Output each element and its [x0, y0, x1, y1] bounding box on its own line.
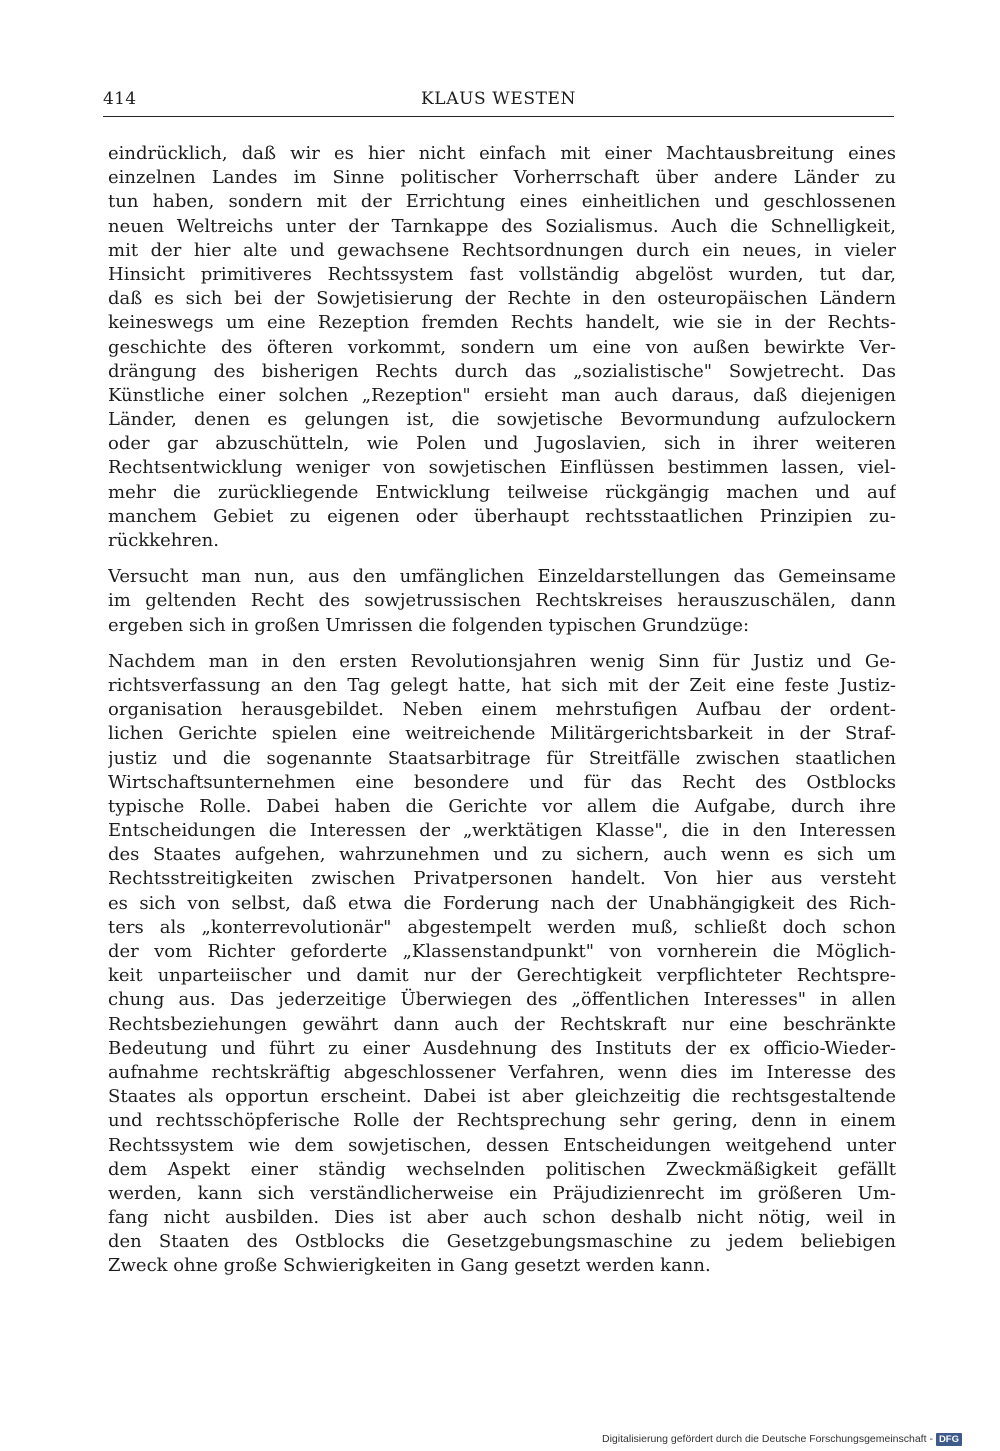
- running-header: [103, 88, 894, 117]
- dfg-logo: DFG: [936, 1433, 962, 1446]
- text-line: und rechtsschöpferische Rolle der Rechtsprechung sehr gering, denn in einem: [108, 1110, 896, 1132]
- text-line: Hinsicht primitiveres Rechtssystem fast vollständig abgelöst wurden, tut dar,: [108, 263, 896, 285]
- text-line: es sich von selbst, daß etwa die Forderung nach der Unabhängigkeit des Rich-: [108, 892, 896, 914]
- digitization-footer: [602, 1432, 962, 1446]
- text-line: Nachdem man in den ersten Revolutionsjahren wenig Sinn für Justiz und Ge-: [108, 650, 896, 672]
- text-line: Rechtsentwicklung weniger von sowjetischen Einflüssen bestimmen lassen, viel-: [108, 457, 896, 479]
- text-line: oder gar abzuschütteln, wie Polen und Jugoslavien, sich in ihrer weiteren: [108, 433, 896, 455]
- text-line: organisation herausgebildet. Neben einem mehrstufigen Aufbau der ordent-: [108, 699, 896, 721]
- running-title: KLAUS WESTEN: [421, 89, 576, 109]
- text-line: im geltenden Recht des sowjetrussischen Rechtskreises herauszuschälen, dann: [108, 590, 896, 612]
- text-line: Versucht man nun, aus den umfänglichen Einzeldarstellungen das Gemeinsame: [108, 566, 896, 588]
- text-line: Rechtsstreitigkeiten zwischen Privatpersonen handelt. Von hier aus versteht: [108, 868, 896, 890]
- text-line: Zweck ohne große Schwierigkeiten in Gang gesetzt werden kann.: [108, 1255, 711, 1277]
- text-line: keit unparteiischer und damit nur der Gerechtigkeit verpflichteter Rechtspre-: [108, 965, 896, 987]
- paragraph-2: [108, 565, 896, 638]
- text-line: werden, kann sich verständlicherweise ein Präjudizienrecht im größeren Um-: [108, 1182, 896, 1204]
- text-line: tun haben, sondern mit der Errichtung eines einheitlichen und geschlossenen: [108, 191, 896, 213]
- funding-note: Digitalisierung gefördert durch die Deutsche Forschungsgemeinschaft -: [602, 1433, 933, 1445]
- text-line: Entscheidungen die Interessen der „werktätigen Klasse", die in den Interessen: [108, 820, 896, 842]
- text-line: justiz und die sogenannte Staatsarbitrage für Streitfälle zwischen staatlichen: [108, 747, 896, 769]
- text-line: lichen Gerichte spielen eine weitreichende Militärgerichtsbarkeit in der Straf-: [108, 723, 896, 745]
- text-line: chung aus. Das jederzeitige Überwiegen des „öffentlichen Interesses" in allen: [108, 989, 896, 1011]
- text-line: der vom Richter geforderte „Klassenstandpunkt" von vornherein die Möglich-: [108, 941, 896, 962]
- text-line: Künstliche einer solchen „Rezeption" ersieht man auch daraus, daß diejenigen: [108, 384, 896, 406]
- text-line: Rechtssystem wie dem sowjetischen, dessen Entscheidungen weitgehend unter: [108, 1134, 896, 1156]
- text-line: Länder, denen es gelungen ist, die sowjetische Bevormundung aufzulockern: [108, 409, 896, 431]
- text-line: ergeben sich in großen Umrissen die folgenden typischen Grundzüge:: [108, 614, 750, 636]
- text-line: Staates als opportun erscheint. Dabei ist aber gleichzeitig die rechtsgestaltende: [108, 1086, 896, 1108]
- text-line: mit der hier alte und gewachsene Rechtsordnungen durch ein neues, in vieler: [108, 239, 896, 261]
- text-line: daß es sich bei der Sowjetisierung der Rechte in den osteuropäischen Ländern: [108, 288, 896, 310]
- text-line: des Staates aufgehen, wahrzunehmen und zu sichern, auch wenn es sich um: [108, 844, 896, 866]
- text-line: neuen Weltreichs unter der Tarnkappe des Sozialismus. Auch die Schnelligkeit,: [108, 215, 896, 237]
- text-line: geschichte des öfteren vorkommt, sondern um eine von außen bewirkte Ver-: [108, 336, 896, 358]
- text-line: manchem Gebiet zu eigenen oder überhaupt rechtsstaatlichen Prinzipien zu-: [108, 505, 896, 527]
- text-line: ters als „konterrevolutionär" abgestempelt werden muß, schließt doch schon: [108, 916, 896, 938]
- body-text: [108, 142, 896, 1279]
- text-line: Wirtschaftsunternehmen eine besondere und für das Recht des Ostblocks: [108, 771, 896, 793]
- page-number: 414: [103, 89, 137, 109]
- text-line: Bedeutung und führt zu einer Ausdehnung des Instituts der ex officio-Wieder-: [108, 1037, 896, 1059]
- text-line: Rechtsbeziehungen gewährt dann auch der Rechtskraft nur eine beschränkte: [108, 1013, 896, 1035]
- text-line: aufnahme rechtskräftig abgeschlossener Verfahren, wenn dies im Interesse des: [108, 1061, 896, 1083]
- text-line: dem Aspekt einer ständig wechselnden politischen Zweckmäßigkeit gefällt: [108, 1158, 896, 1180]
- text-line: typische Rolle. Dabei haben die Gerichte vor allem die Aufgabe, durch ihre: [108, 795, 896, 817]
- paragraph-3: [108, 650, 896, 1279]
- text-line: eindrücklich, daß wir es hier nicht einfach mit einer Machtausbreitung eines: [108, 143, 896, 164]
- text-line: richtsverfassung an den Tag gelegt hatte, hat sich mit der Zeit eine feste Justiz-: [108, 674, 896, 696]
- text-line: den Staaten des Ostblocks die Gesetzgebungsmaschine zu jedem beliebigen: [108, 1231, 896, 1253]
- text-line: fang nicht ausbilden. Dies ist aber auch schon deshalb nicht nötig, weil in: [108, 1207, 896, 1229]
- text-line: rückkehren.: [108, 530, 219, 551]
- text-line: keineswegs um eine Rezeption fremden Rechts handelt, wie sie in der Rechts-: [108, 312, 896, 334]
- paragraph-1: [108, 142, 896, 553]
- text-line: mehr die zurückliegende Entwicklung teilweise rückgängig machen und auf: [108, 481, 896, 503]
- text-line: drängung des bisherigen Rechts durch das „sozialistische" Sowjetrecht. Das: [108, 360, 896, 382]
- text-line: einzelnen Landes im Sinne politischer Vorherrschaft über andere Länder zu: [108, 167, 896, 189]
